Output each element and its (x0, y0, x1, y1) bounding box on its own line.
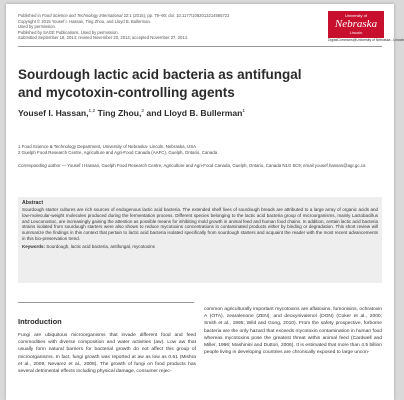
abstract-box (18, 197, 382, 283)
affiliations: 1 Food Science & Technology Department, University of Nebraska- Lincoln, Nebraska, USA 2 Guelph Food Research Centre, Agriculture and Agri-Food Canada (AAFC), Guelph, Ontario, Canada (18, 144, 218, 155)
author-list: Yousef I. Hassan,$^{1,2}$ Ting Zhou,$^2$ and Lloyd B. Bullerman$^1$ (18, 108, 246, 118)
permission-line: Used by permission. (18, 24, 56, 30)
publisher-line: Published by SAGE Publications. Used by permission. (18, 29, 119, 35)
abstract-body: Sourdough starter cultures are rich sources of endogenous lactic acid bacteria. The extended shelf lives of sourdough breads are attributed to a large array of organic acids and low-molecular-weight molecules produced during the fermentation process. Different species belonging to the lactic acid bacteria group of microorganisms, mainly Lactobacillus and Leuconostoc, are increasingly gaining the attention as possible means for inhibiting mold growth in animal feed and human food chains. In addition, certain lactic acid bacteria strains isolated from sourdough starters were also shown to reduce mycotoxins concentrations in contaminated products either by binding or degradation. This short review will summarize the findings in this context that pertain to lactic acid bacteria isolated specifically from sourdough starters and acquaint the reader with the most recent advancements in this bio-preservation trend. (22, 207, 378, 241)
abstract-heading: Abstract (22, 200, 44, 206)
publication-info (18, 13, 318, 41)
publication-line-1: Published in Food Science and Technology International 22:1 (2015), pp. 79–90; doi: 10.1177/1082013214565722 (18, 13, 230, 18)
logo-badge: University of Nebraska Lincoln (328, 11, 384, 38)
submission-dates: Submitted September 18, 2014; revised November 20, 2014; accepted November 27, 2014. (18, 35, 189, 41)
introduction-right-column: common agriculturally important mycotoxins are aflatoxins, fumonisins, ochratoxin A (OTA), zearalenone (ZEN), and deoxynivalenol (DON) (Coker et al., 2000; Smith et al., 1995; Wild and Gong, 2010). From the safety prospective, forborne bacteria are the only hazard that exceeds mycotoxin contamination in human food whereas mycotoxins pose the greatest threat within animal feed (Cardwell and Miller, 1996; Mashinini and Dutton, 2006). It is estimated that more than 4.5 billion people living in developing countries are chronically exposed to large uncon- (204, 307, 382, 356)
header-divider (18, 46, 382, 47)
section-divider (18, 302, 194, 303)
introduction-heading: Introduction (18, 317, 62, 326)
keywords: Keywords: Sourdough, lactic acid bacteria, antifungal, mycotoxins (22, 243, 155, 249)
journal-name: Food Science and Technology International (42, 13, 123, 18)
introduction-left-column: Fungi are ubiquitous microorganisms that invade different food and feed commodities with diverse composition and water activities (aw). Low aw that usually form natural barriers for bacterial growth do not affect this group of microorganisms. In fact, fungi growth was reported at aw as low as 0.61 (Mishra et al., 2009; Nevarez et al., 2008). The growth of fungi on food products has several detrimental effects including physical damage, consumer rejec- (18, 333, 196, 375)
unl-logo[interactable] (328, 11, 404, 43)
corresponding-author: Corresponding author — Yousef I Hassan, Guelph Food Research Centre, Agriculture and Agri-Food Canada, Guelph, Ontario, Canada N1G 5C9; email yousef.hassan@agr.gc.ca (18, 163, 366, 168)
paper-title: Sourdough lactic acid bacteria as antifungal and mycotoxin-controlling agents (18, 67, 302, 100)
digital-commons-link[interactable]: DigitalCommons@University of Nebraska - Lincoln (328, 38, 404, 42)
copyright-line: Copyright © 2015 Yousef I. Hassan, Ting Zhou, and Lloyd B. Bullerman. (18, 18, 151, 24)
paper-page (6, 4, 404, 400)
